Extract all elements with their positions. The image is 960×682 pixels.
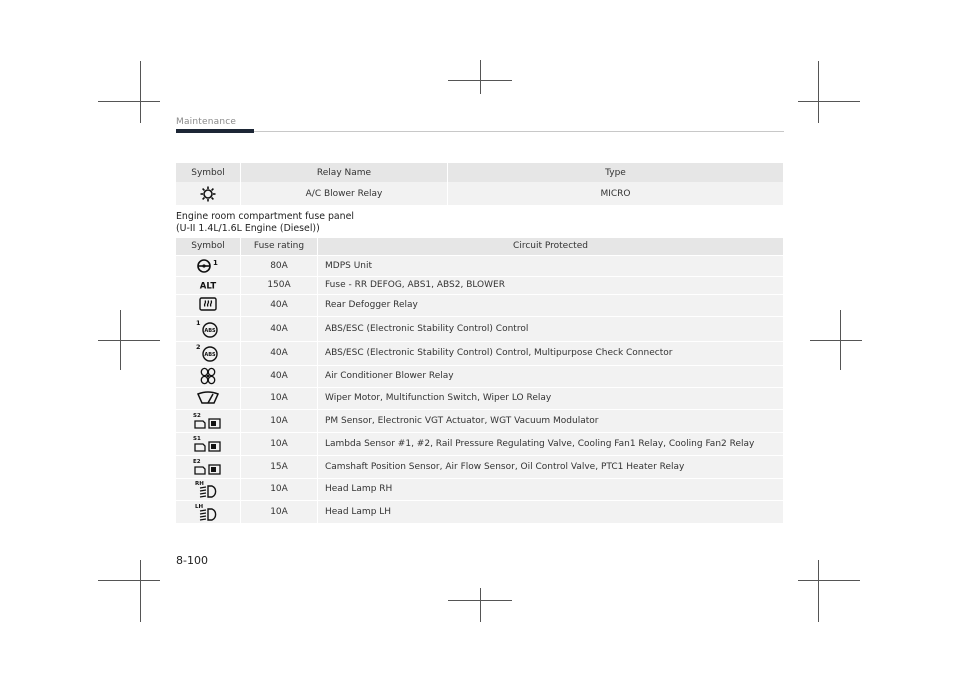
circuit-protected: Air Conditioner Blower Relay (318, 365, 784, 387)
relay-type: MICRO (448, 182, 784, 205)
table-row (176, 365, 784, 387)
icon-subscript: 1 (196, 318, 201, 327)
fuse-rating: 10A (241, 387, 318, 409)
table-row (176, 387, 784, 409)
fuse-rating: 10A (241, 409, 318, 432)
table-row (176, 341, 784, 365)
headlamp-icon (193, 502, 223, 522)
fuse-table (176, 238, 784, 523)
circuit-protected: ABS/ESC (Electronic Stability Control) Control, Multipurpose Check Connector (318, 341, 784, 365)
col-symbol: Symbol (176, 163, 241, 182)
symbol-cell (176, 316, 241, 341)
col-symbol: Symbol (176, 238, 241, 255)
svg-text:ABS: ABS (204, 327, 216, 334)
symbol-cell (176, 255, 241, 276)
header-rule (254, 131, 784, 132)
col-relay-name: Relay Name (241, 163, 448, 182)
symbol-cell (176, 478, 241, 500)
engine-sensor-icon (193, 411, 223, 431)
icon-subscript: 2 (196, 343, 201, 351)
circuit-protected: Wiper Motor, Multifunction Switch, Wiper LO Relay (318, 387, 784, 409)
engine-sensor-icon (193, 434, 223, 454)
icon-subscript: S2 (193, 412, 201, 419)
symbol-cell (176, 294, 241, 316)
circuit-protected: Lambda Sensor #1, #2, Rail Pressure Regulating Valve, Cooling Fan1 Relay, Cooling Fan2 Relay (318, 432, 784, 455)
symbol-cell (176, 455, 241, 478)
fuse-rating: 40A (241, 316, 318, 341)
fuse-rating: 10A (241, 432, 318, 455)
steering-mdps-icon (195, 258, 221, 274)
fuse-rating: 10A (241, 500, 318, 523)
section-title: Maintenance (176, 117, 237, 127)
relay-table-header (176, 163, 784, 182)
symbol-cell (176, 341, 241, 365)
relay-name: A/C Blower Relay (241, 182, 448, 205)
symbol-cell (176, 387, 241, 409)
svg-text:ABS: ABS (204, 352, 216, 358)
alternator-icon (195, 279, 221, 291)
abs-icon (195, 343, 221, 363)
caption-line-2: (U-II 1.4L/1.6L Engine (Diesel)) (176, 223, 320, 234)
icon-subscript: 1 (213, 258, 218, 267)
table-row (176, 500, 784, 523)
table-row (176, 478, 784, 500)
icon-subscript: S1 (193, 435, 201, 442)
symbol-cell (176, 365, 241, 387)
circuit-protected: ABS/ESC (Electronic Stability Control) Control (318, 316, 784, 341)
icon-subscript: E2 (193, 458, 201, 465)
table-row (176, 316, 784, 341)
header-bar (176, 129, 254, 133)
fuse-rating: 150A (241, 276, 318, 294)
circuit-protected: MDPS Unit (318, 255, 784, 276)
circuit-protected: Rear Defogger Relay (318, 294, 784, 316)
circuit-protected: Fuse - RR DEFOG, ABS1, ABS2, BLOWER (318, 276, 784, 294)
icon-subscript: RH (195, 481, 204, 487)
table-row (176, 276, 784, 294)
symbol-cell (176, 182, 241, 205)
table-row (176, 432, 784, 455)
icon-subscript: LH (195, 503, 204, 510)
wiper-icon (196, 391, 220, 405)
symbol-cell (176, 409, 241, 432)
circuit-protected: Camshaft Position Sensor, Air Flow Sensor, Oil Control Valve, PTC1 Heater Relay (318, 455, 784, 478)
fuse-table-header (176, 238, 784, 255)
engine-sensor-icon (193, 457, 223, 477)
table-row (176, 455, 784, 478)
fuse-rating: 40A (241, 294, 318, 316)
fan-icon (199, 367, 217, 385)
blower-fan-icon (200, 186, 216, 202)
table-row (176, 182, 784, 205)
circuit-protected: PM Sensor, Electronic VGT Actuator, WGT Vacuum Modulator (318, 409, 784, 432)
icon-label: ALT (199, 281, 217, 291)
caption-line-1: Engine room compartment fuse panel (176, 211, 354, 222)
page-number: 8-100 (176, 554, 208, 567)
symbol-cell (176, 432, 241, 455)
table-row (176, 409, 784, 432)
table-row (176, 294, 784, 316)
fuse-rating: 80A (241, 255, 318, 276)
col-type: Type (448, 163, 784, 182)
headlamp-icon (193, 479, 223, 499)
table-row (176, 255, 784, 276)
fuse-rating: 40A (241, 365, 318, 387)
rear-defogger-icon (199, 297, 217, 313)
abs-icon (195, 319, 221, 339)
circuit-protected: Head Lamp LH (318, 500, 784, 523)
symbol-cell (176, 500, 241, 523)
symbol-cell (176, 276, 241, 294)
fuse-rating: 10A (241, 478, 318, 500)
circuit-protected: Head Lamp RH (318, 478, 784, 500)
col-fuse-rating: Fuse rating (241, 238, 318, 255)
fuse-panel-caption (176, 211, 354, 235)
col-circuit: Circuit Protected (318, 238, 784, 255)
fuse-rating: 15A (241, 455, 318, 478)
fuse-rating: 40A (241, 341, 318, 365)
relay-table (176, 163, 784, 205)
